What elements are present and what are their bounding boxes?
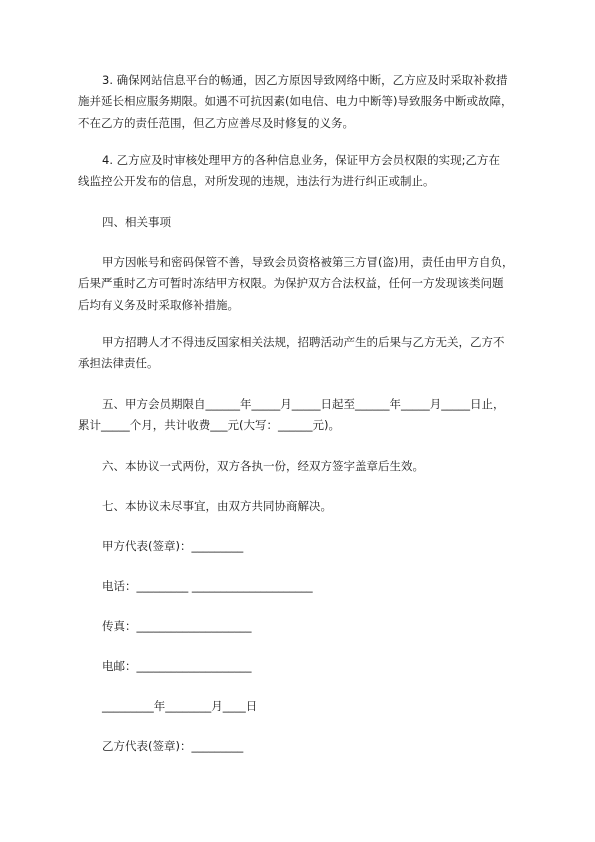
text-line: 3. 确保网站信息平台的畅通，因乙方原因导致网络中断，乙方应及时采取补救措	[102, 73, 508, 87]
email-line	[78, 656, 538, 677]
text-line: 累计_____个月，共计收费___元(大写：______元)。	[78, 418, 340, 433]
party-b-signature-line	[78, 736, 538, 757]
text-line: 电话：_________ _____________________	[102, 579, 313, 593]
party-a-signature-line	[78, 536, 538, 557]
text-line: 六、本协议一式两份，双方各执一份，经双方签字盖章后生效。	[102, 459, 424, 473]
text-line: 传真：____________________	[102, 619, 252, 633]
account-security-paragraph	[78, 252, 538, 316]
text-line: 四、相关事项	[102, 215, 171, 229]
text-line: 五、甲方会员期限自______年_____月_____日起至______年_____月_____日止，	[102, 397, 505, 411]
text-line: 后均有义务及时采取修补措施。	[78, 297, 239, 312]
text-line: 电邮：____________________	[102, 659, 252, 673]
date-line	[78, 696, 538, 717]
text-line: 七、本协议未尽事宜，由双方共同协商解决。	[102, 499, 332, 513]
phone-line	[78, 576, 538, 597]
text-line: _________年________月____日	[102, 699, 258, 713]
text-line: 4. 乙方应及时审核处理甲方的各种信息业务，保证甲方会员权限的实现;乙方在	[102, 153, 500, 167]
section-7-paragraph	[78, 496, 538, 517]
text-line: 施并延长相应服务期限。如遇不可抗因素(如电信、电力中断等)导致服务中断或故障，	[78, 94, 513, 109]
text-line: 承担法律责任。	[78, 356, 159, 371]
text-line: 甲方因帐号和密码保管不善，导致会员资格被第三方冒(盗)用，责任由甲方自负，	[102, 255, 514, 269]
text-line: 乙方代表(签章)：_________	[102, 739, 244, 753]
section-4-heading	[78, 212, 538, 233]
membership-term-paragraph	[78, 394, 538, 437]
section-6-paragraph	[78, 456, 538, 477]
text-line: 不在乙方的责任范围，但乙方应善尽及时修复的义务。	[78, 115, 354, 130]
recruitment-paragraph	[78, 332, 538, 375]
text-line: 甲方招聘人才不得违反国家相关法规，招聘活动产生的后果与乙方无关，乙方不	[102, 335, 505, 349]
fax-line	[78, 616, 538, 637]
text-line: 甲方代表(签章)：_________	[102, 539, 244, 553]
clause-3-paragraph	[78, 70, 538, 134]
text-line: 线监控公开发布的信息，对所发现的违规，违法行为进行纠正或制止。	[78, 174, 435, 189]
text-line: 后果严重时乙方可暂时冻结甲方权限。为保护双方合法权益，任何一方发现该类问题	[78, 276, 504, 291]
clause-4-paragraph	[78, 150, 538, 193]
